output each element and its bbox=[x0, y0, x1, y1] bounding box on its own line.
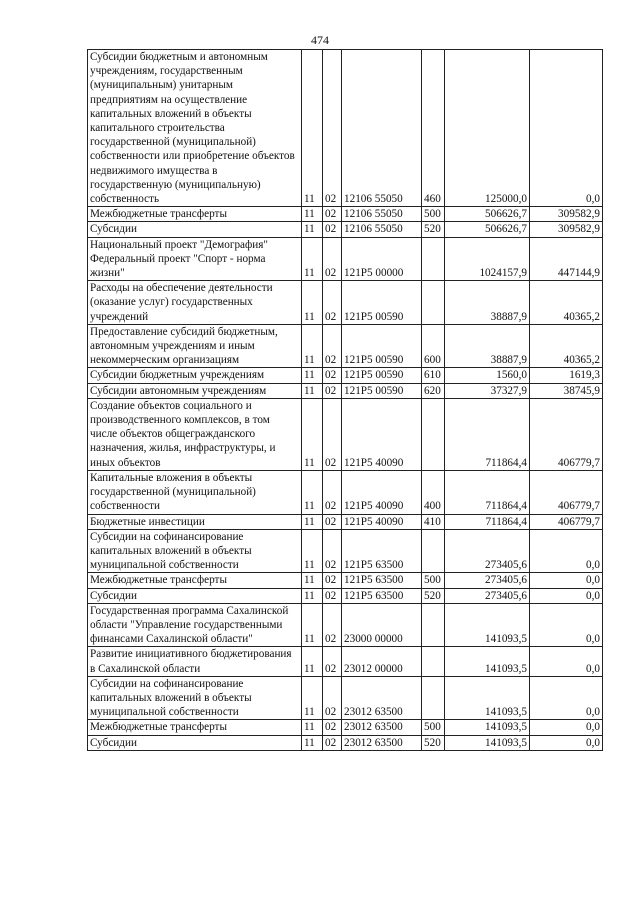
row-subsection-cell: 02 bbox=[323, 281, 342, 325]
row-name-cell: Предоставление субсидий бюджетным, автономным учреждениям и иным некоммерческим организациям bbox=[88, 324, 302, 368]
table-row bbox=[88, 50, 603, 207]
row-subsection-cell: 02 bbox=[323, 383, 342, 398]
page-number: 474 bbox=[311, 33, 329, 47]
row-section-cell: 11 bbox=[302, 514, 323, 529]
row-name-cell: Субсидии автономным учреждениям bbox=[88, 383, 302, 398]
row-amount-2-cell: 38745,9 bbox=[530, 383, 603, 398]
row-amount-2-cell: 0,0 bbox=[530, 529, 603, 573]
row-target-article-cell: 121P5 40090 bbox=[342, 514, 422, 529]
row-target-article-cell: 23012 63500 bbox=[342, 676, 422, 720]
table-row bbox=[88, 222, 603, 237]
table-row bbox=[88, 281, 603, 325]
table-row bbox=[88, 676, 603, 720]
budget-table bbox=[87, 49, 603, 751]
row-section-cell: 11 bbox=[302, 383, 323, 398]
row-section-cell: 11 bbox=[302, 281, 323, 325]
row-section-cell: 11 bbox=[302, 237, 323, 281]
row-amount-1-cell: 1024157,9 bbox=[445, 237, 530, 281]
row-section-cell: 11 bbox=[302, 207, 323, 222]
row-expense-type-cell: 460 bbox=[422, 50, 445, 207]
row-expense-type-cell bbox=[422, 676, 445, 720]
row-section-cell: 11 bbox=[302, 647, 323, 676]
table-row bbox=[88, 398, 603, 470]
row-name-cell: Межбюджетные трансферты bbox=[88, 207, 302, 222]
row-expense-type-cell: 610 bbox=[422, 368, 445, 383]
row-section-cell: 11 bbox=[302, 588, 323, 603]
row-target-article-cell: 23012 00000 bbox=[342, 647, 422, 676]
row-expense-type-cell: 520 bbox=[422, 735, 445, 750]
table-row bbox=[88, 735, 603, 750]
row-target-article-cell: 121P5 00590 bbox=[342, 281, 422, 325]
row-amount-1-cell: 273405,6 bbox=[445, 573, 530, 588]
row-subsection-cell: 02 bbox=[323, 514, 342, 529]
row-section-cell: 11 bbox=[302, 735, 323, 750]
table-row bbox=[88, 647, 603, 676]
row-amount-2-cell: 406779,7 bbox=[530, 470, 603, 514]
row-expense-type-cell bbox=[422, 603, 445, 647]
table-row bbox=[88, 529, 603, 573]
row-name-cell: Национальный проект "Демография" Федеральный проект "Спорт - норма жизни" bbox=[88, 237, 302, 281]
row-amount-1-cell: 38887,9 bbox=[445, 281, 530, 325]
row-subsection-cell: 02 bbox=[323, 603, 342, 647]
row-amount-1-cell: 141093,5 bbox=[445, 720, 530, 735]
row-subsection-cell: 02 bbox=[323, 647, 342, 676]
row-amount-2-cell: 406779,7 bbox=[530, 398, 603, 470]
row-amount-2-cell: 309582,9 bbox=[530, 222, 603, 237]
row-target-article-cell: 121P5 40090 bbox=[342, 470, 422, 514]
row-subsection-cell: 02 bbox=[323, 676, 342, 720]
table-row bbox=[88, 720, 603, 735]
row-amount-1-cell: 1560,0 bbox=[445, 368, 530, 383]
row-subsection-cell: 02 bbox=[323, 207, 342, 222]
row-amount-1-cell: 711864,4 bbox=[445, 470, 530, 514]
row-amount-1-cell: 506626,7 bbox=[445, 207, 530, 222]
table-row bbox=[88, 368, 603, 383]
row-target-article-cell: 121P5 00000 bbox=[342, 237, 422, 281]
row-name-cell: Субсидии бюджетным и автономным учреждениям, государственным (муниципальным) унитарным предприятиям на осуществление капитальных вложений в объекты капитального строительства государственной (муниципальной) собственности или приобретение объектов недвижимого имущества в государственную (муниципальную) собственность bbox=[88, 50, 302, 207]
row-amount-2-cell: 40365,2 bbox=[530, 324, 603, 368]
row-expense-type-cell bbox=[422, 237, 445, 281]
row-section-cell: 11 bbox=[302, 676, 323, 720]
row-expense-type-cell bbox=[422, 281, 445, 325]
row-amount-1-cell: 125000,0 bbox=[445, 50, 530, 207]
row-amount-2-cell: 0,0 bbox=[530, 647, 603, 676]
row-amount-1-cell: 711864,4 bbox=[445, 398, 530, 470]
row-expense-type-cell: 500 bbox=[422, 207, 445, 222]
row-expense-type-cell: 520 bbox=[422, 222, 445, 237]
row-target-article-cell: 12106 55050 bbox=[342, 222, 422, 237]
row-subsection-cell: 02 bbox=[323, 50, 342, 207]
row-target-article-cell: 121P5 63500 bbox=[342, 573, 422, 588]
row-expense-type-cell bbox=[422, 647, 445, 676]
row-section-cell: 11 bbox=[302, 470, 323, 514]
row-target-article-cell: 121P5 00590 bbox=[342, 383, 422, 398]
table-row bbox=[88, 588, 603, 603]
row-subsection-cell: 02 bbox=[323, 222, 342, 237]
row-target-article-cell: 121P5 40090 bbox=[342, 398, 422, 470]
row-name-cell: Субсидии bbox=[88, 222, 302, 237]
row-subsection-cell: 02 bbox=[323, 529, 342, 573]
row-name-cell: Государственная программа Сахалинской области "Управление государственными финансами Сахалинской области" bbox=[88, 603, 302, 647]
row-name-cell: Субсидии bbox=[88, 588, 302, 603]
row-expense-type-cell bbox=[422, 398, 445, 470]
row-target-article-cell: 12106 55050 bbox=[342, 207, 422, 222]
row-name-cell: Капитальные вложения в объекты государственной (муниципальной) собственности bbox=[88, 470, 302, 514]
row-subsection-cell: 02 bbox=[323, 573, 342, 588]
row-section-cell: 11 bbox=[302, 398, 323, 470]
row-subsection-cell: 02 bbox=[323, 588, 342, 603]
row-name-cell: Создание объектов социального и производственного комплексов, в том числе объектов общегражданского назначения, жилья, инфраструктуры, и иных объектов bbox=[88, 398, 302, 470]
table-row bbox=[88, 324, 603, 368]
row-target-article-cell: 23012 63500 bbox=[342, 735, 422, 750]
row-name-cell: Расходы на обеспечение деятельности (оказание услуг) государственных учреждений bbox=[88, 281, 302, 325]
row-amount-1-cell: 506626,7 bbox=[445, 222, 530, 237]
row-amount-2-cell: 0,0 bbox=[530, 50, 603, 207]
row-subsection-cell: 02 bbox=[323, 237, 342, 281]
row-amount-1-cell: 37327,9 bbox=[445, 383, 530, 398]
row-section-cell: 11 bbox=[302, 368, 323, 383]
row-amount-1-cell: 141093,5 bbox=[445, 603, 530, 647]
table-row bbox=[88, 383, 603, 398]
row-expense-type-cell: 410 bbox=[422, 514, 445, 529]
row-amount-1-cell: 273405,6 bbox=[445, 588, 530, 603]
row-section-cell: 11 bbox=[302, 50, 323, 207]
table-row bbox=[88, 514, 603, 529]
row-target-article-cell: 23000 00000 bbox=[342, 603, 422, 647]
table-row bbox=[88, 470, 603, 514]
row-subsection-cell: 02 bbox=[323, 398, 342, 470]
row-amount-2-cell: 0,0 bbox=[530, 588, 603, 603]
row-target-article-cell: 121P5 63500 bbox=[342, 588, 422, 603]
row-section-cell: 11 bbox=[302, 222, 323, 237]
table-row bbox=[88, 237, 603, 281]
row-expense-type-cell: 500 bbox=[422, 573, 445, 588]
row-target-article-cell: 12106 55050 bbox=[342, 50, 422, 207]
row-amount-2-cell: 0,0 bbox=[530, 573, 603, 588]
row-amount-1-cell: 141093,5 bbox=[445, 647, 530, 676]
row-amount-2-cell: 447144,9 bbox=[530, 237, 603, 281]
row-name-cell: Бюджетные инвестиции bbox=[88, 514, 302, 529]
row-subsection-cell: 02 bbox=[323, 470, 342, 514]
row-expense-type-cell: 600 bbox=[422, 324, 445, 368]
table-row bbox=[88, 207, 603, 222]
row-name-cell: Субсидии бюджетным учреждениям bbox=[88, 368, 302, 383]
row-amount-2-cell: 406779,7 bbox=[530, 514, 603, 529]
row-amount-1-cell: 141093,5 bbox=[445, 735, 530, 750]
row-section-cell: 11 bbox=[302, 603, 323, 647]
row-section-cell: 11 bbox=[302, 324, 323, 368]
table-row bbox=[88, 573, 603, 588]
row-amount-2-cell: 309582,9 bbox=[530, 207, 603, 222]
row-name-cell: Межбюджетные трансферты bbox=[88, 573, 302, 588]
row-amount-1-cell: 141093,5 bbox=[445, 676, 530, 720]
row-amount-1-cell: 273405,6 bbox=[445, 529, 530, 573]
row-subsection-cell: 02 bbox=[323, 735, 342, 750]
row-amount-2-cell: 0,0 bbox=[530, 735, 603, 750]
row-amount-1-cell: 38887,9 bbox=[445, 324, 530, 368]
row-expense-type-cell: 620 bbox=[422, 383, 445, 398]
row-name-cell: Субсидии на софинансирование капитальных вложений в объекты муниципальной собственности bbox=[88, 676, 302, 720]
row-amount-1-cell: 711864,4 bbox=[445, 514, 530, 529]
row-target-article-cell: 121P5 63500 bbox=[342, 529, 422, 573]
row-name-cell: Субсидии bbox=[88, 735, 302, 750]
row-expense-type-cell: 400 bbox=[422, 470, 445, 514]
row-expense-type-cell: 520 bbox=[422, 588, 445, 603]
row-expense-type-cell bbox=[422, 529, 445, 573]
row-amount-2-cell: 0,0 bbox=[530, 720, 603, 735]
row-target-article-cell: 121P5 00590 bbox=[342, 324, 422, 368]
row-expense-type-cell: 500 bbox=[422, 720, 445, 735]
row-section-cell: 11 bbox=[302, 720, 323, 735]
row-amount-2-cell: 0,0 bbox=[530, 603, 603, 647]
row-section-cell: 11 bbox=[302, 529, 323, 573]
row-amount-2-cell: 40365,2 bbox=[530, 281, 603, 325]
table-row bbox=[88, 603, 603, 647]
row-amount-2-cell: 0,0 bbox=[530, 676, 603, 720]
row-target-article-cell: 23012 63500 bbox=[342, 720, 422, 735]
row-name-cell: Развитие инициативного бюджетирования в Сахалинской области bbox=[88, 647, 302, 676]
row-name-cell: Субсидии на софинансирование капитальных вложений в объекты муниципальной собственности bbox=[88, 529, 302, 573]
row-target-article-cell: 121P5 00590 bbox=[342, 368, 422, 383]
row-section-cell: 11 bbox=[302, 573, 323, 588]
row-subsection-cell: 02 bbox=[323, 720, 342, 735]
row-subsection-cell: 02 bbox=[323, 324, 342, 368]
row-subsection-cell: 02 bbox=[323, 368, 342, 383]
row-amount-2-cell: 1619,3 bbox=[530, 368, 603, 383]
row-name-cell: Межбюджетные трансферты bbox=[88, 720, 302, 735]
